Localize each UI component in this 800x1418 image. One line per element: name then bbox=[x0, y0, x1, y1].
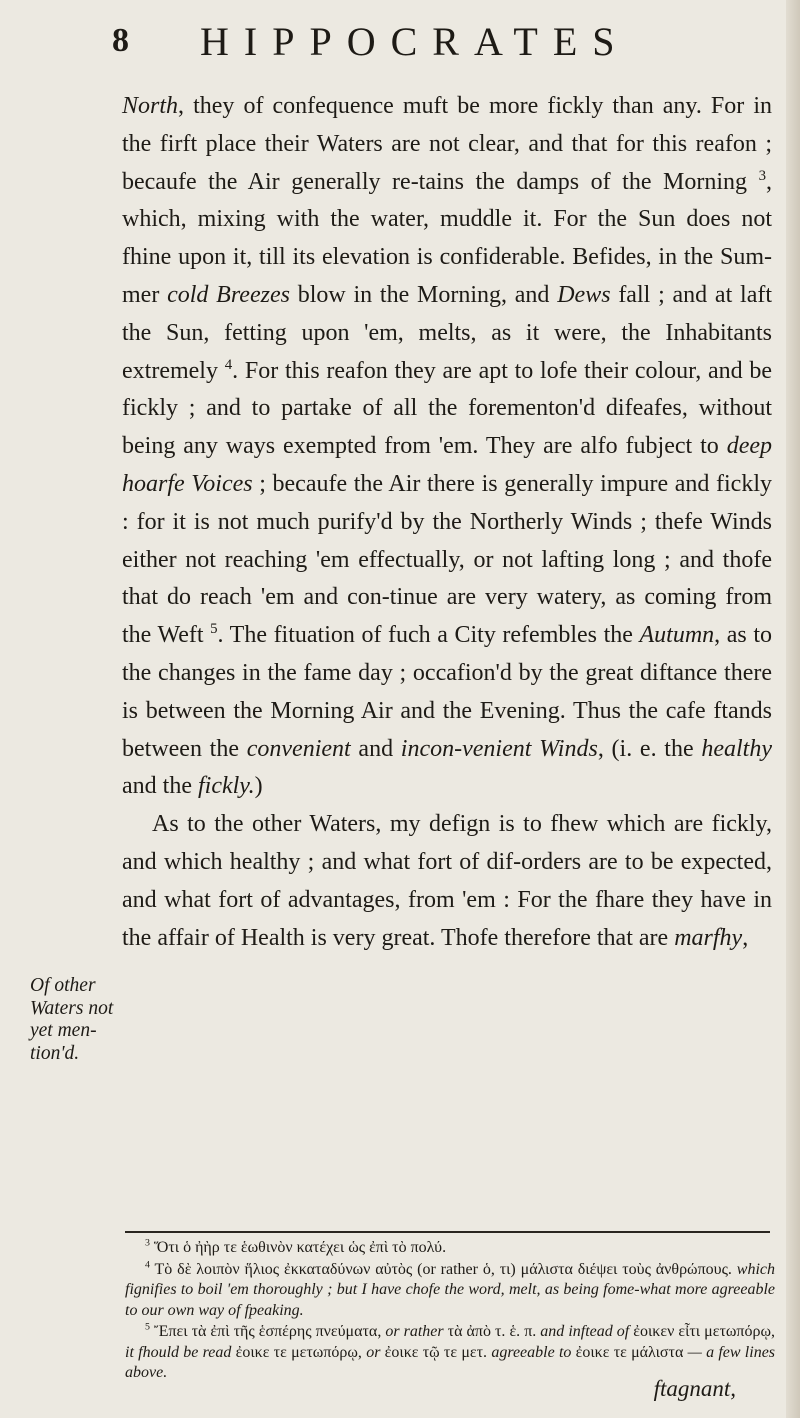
italic-run: marfhy bbox=[674, 924, 743, 951]
text-run: , which, mixing with the water, muddle it. For the Sun does not fhine upon it, till its elevation is confiderable. Befides, in the Sum-mer bbox=[122, 168, 772, 308]
italic-run: convenient bbox=[246, 735, 351, 762]
italic-run: healthy bbox=[701, 735, 772, 762]
italic-run: agreeable to bbox=[491, 1343, 572, 1361]
italic-run: cold Breezes bbox=[167, 281, 290, 308]
page-header bbox=[0, 18, 800, 78]
italic-run: Dews bbox=[557, 281, 611, 308]
text-run: ; becaufe the Air there is generally impure and fickly : for it is not much purify'd by the Northerly Winds ; thefe Winds either not reaching 'em effectually, or not lafting long ; and thofe that do reach 'em and con-tinue are very watery, as coming from the Weft bbox=[122, 470, 772, 649]
note-ref: 5 bbox=[145, 1321, 150, 1333]
text-run: Ἔπει τὰ ἐπὶ τῆς ἑσπέρης πνεύματα, bbox=[149, 1323, 386, 1340]
italic-run: it fhould be read bbox=[125, 1343, 232, 1361]
italic-run: — a few lines above. bbox=[125, 1343, 776, 1381]
text-run: τὰ ἀπὸ τ. ἑ. π. bbox=[443, 1323, 541, 1340]
text-run: , they of confequence muft be more fickly than any. For in the firft place their Waters are not clear, and that for this reafon ; becaufe the Air generally re-tains the damps of the Morning bbox=[122, 93, 772, 195]
page-number: 8 bbox=[112, 22, 130, 59]
footnotes bbox=[125, 1238, 775, 1385]
note-ref: 5 bbox=[210, 621, 218, 638]
page-edge bbox=[786, 0, 800, 1418]
paragraph bbox=[122, 806, 772, 957]
paragraph bbox=[122, 88, 772, 806]
italic-run: or bbox=[366, 1343, 381, 1361]
text-run: , as to the changes in the fame day ; occafion'd by the great diftance there is between the Morning Air and the Evening. Thus the cafe ftands between the bbox=[122, 622, 772, 762]
text-run: ἐοικε τε μετωπόρῳ, bbox=[231, 1343, 367, 1361]
text-run: . The fituation of fuch a City refembles the bbox=[217, 622, 640, 649]
note-ref: 3 bbox=[145, 1237, 150, 1249]
catchword: ftagnant, bbox=[653, 1376, 736, 1401]
text-run: ἐοικε τε μάλιστα bbox=[571, 1343, 688, 1361]
text-run: and the bbox=[122, 773, 198, 800]
text-run: As to the other Waters, my defign is to fhew which are fickly, and which healthy ; and what fort of dif-orders are to be expected, and what fort of advantages, from 'em : For the fhare they have in the affair of Health is very great. Thofe therefore that are bbox=[122, 811, 772, 951]
text-run: ἐοικεν εἶτι μετωπόρῳ, bbox=[629, 1323, 775, 1340]
text-run: , bbox=[742, 924, 749, 951]
text-run: and bbox=[350, 735, 401, 762]
italic-run: fickly. bbox=[197, 773, 255, 800]
footnote bbox=[125, 1322, 775, 1384]
margin-note: Of other Waters not yet men-tion'd. bbox=[30, 975, 114, 1064]
italic-run: and inftead of bbox=[540, 1323, 630, 1340]
text-run: Ὅτι ὁ ἠὴρ τε ἑωθινὸν κατέχει ὡς ἐπὶ τὸ πολύ. bbox=[149, 1239, 447, 1256]
text-run: fall ; and at laft the Sun, fetting upon 'em, melts, as it were, the Inhabitants extremely bbox=[122, 281, 773, 384]
italic-run: North bbox=[122, 93, 179, 119]
italic-run: which fignifies to boil 'em thoroughly ; but I have chofe the word, melt, as being fome-what more agreeable to our own way of fpeaking. bbox=[125, 1260, 775, 1319]
italic-run: or rather bbox=[385, 1323, 444, 1340]
footnote bbox=[125, 1238, 775, 1259]
text-run: Τὸ δὲ λοιπὸν ἥλιος ἐκκαταδύνων αὐτὸς (or rather ὁ, τι) μάλιστα διέψει τοὺς ἀνθρώπους. bbox=[149, 1260, 737, 1278]
main-text bbox=[122, 88, 772, 957]
footnote bbox=[125, 1260, 775, 1322]
note-ref: 3 bbox=[758, 167, 766, 184]
running-head: HIPPOCRATES bbox=[200, 19, 630, 64]
footnote-rule bbox=[125, 1231, 770, 1233]
text-run: , (i. e. the bbox=[597, 735, 702, 762]
text-run: blow in the Morning, and bbox=[289, 281, 558, 308]
note-ref: 4 bbox=[145, 1259, 150, 1271]
note-ref: 4 bbox=[224, 356, 233, 373]
text-run: . For this reafon they are apt to lofe their colour, and be fickly ; and to partake of all the forementon'd difeafes, without being any ways exempted from 'em. They are alfo fubject to bbox=[122, 357, 772, 460]
italic-run: deep hoarfe Voices bbox=[122, 433, 772, 497]
text-run: ) bbox=[254, 773, 263, 800]
italic-run: Autumn bbox=[639, 622, 715, 649]
italic-run: incon-venient Winds bbox=[400, 735, 598, 762]
text-run: ἐοικε τῷ τε μετ. bbox=[380, 1343, 492, 1361]
